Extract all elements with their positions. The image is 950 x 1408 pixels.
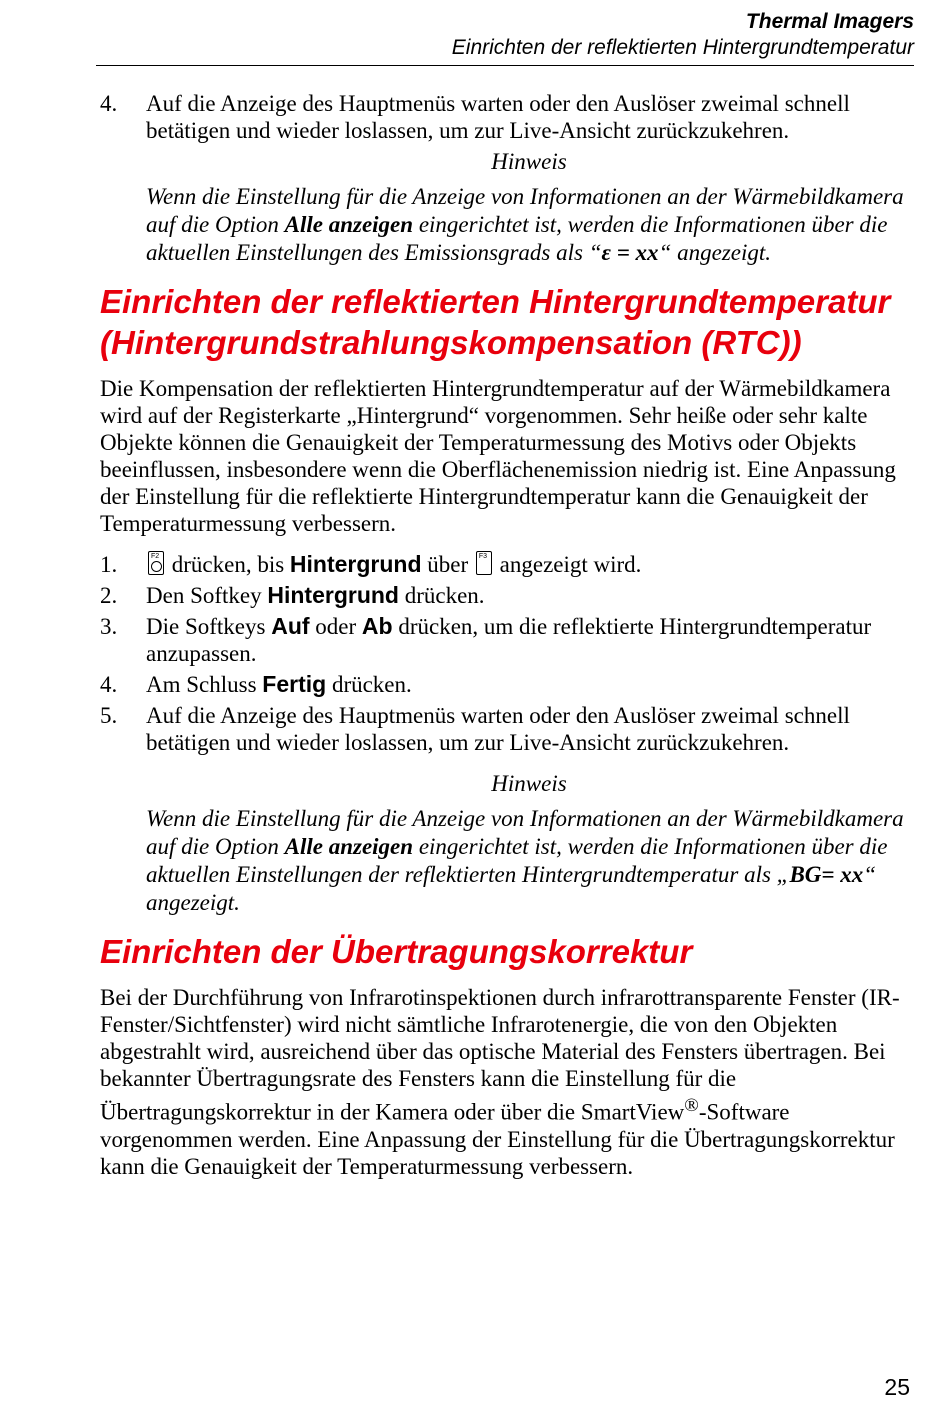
paragraph-text: Bei der Durchführung von Infrarotinspektionen durch infrarottransparente Fenster (IR-Fenster/Sichtfenster) wird nicht sämtliche Infrarotenergie, die von den Objekten abgestrahlt wird, ausreichend über das optische Material des Fensters übertragen. Bei bekannter Übertragungsrate des Fensters kann die Einstellung für die Übertragungskorrektur in der Kamera oder über die SmartView [100,985,900,1125]
note-text: “ angezeigt. [146,862,877,915]
step-number: 2. [100,583,118,608]
note-symbol: BG= xx [789,862,864,887]
note-symbol: ε = xx [601,240,659,265]
step-number: 3. [100,614,118,639]
page-content [100,90,912,1194]
step-text: über [421,552,474,577]
step-number: 1. [100,552,118,577]
step-item [100,702,912,756]
step-text: Auf die Anzeige des Hauptmenüs warten oder den Auslöser zweimal schnell betätigen und wieder loslassen, um zur Live-Ansicht zurückzukehren. [146,703,850,755]
note-body [146,805,912,917]
softkey-label: Fertig [262,671,327,697]
top-step-list [100,90,912,144]
note-text: Wenn die Einstellung für die Anzeige von Informationen an der Wärmebildkamera auf die Option [146,184,904,237]
step-text: drücken. [398,583,485,608]
note-option: Alle anzeigen [284,212,414,237]
softkey-label: Hintergrund [267,582,399,608]
section-heading-transmission: Einrichten der Übertragungskorrektur [100,933,693,970]
key-label: F3 [478,553,488,560]
step-text: Die Softkeys [146,614,272,639]
header-chapter-title: Einrichten der reflektierten Hintergrundtemperatur [451,36,914,59]
note-title: Hinweis [491,149,567,174]
section-heading-rtc: Einrichten der reflektierten Hintergrundtemperatur (Hintergrundstrahlungskompensation (RTC)) [100,283,891,361]
registered-mark: ® [684,1095,699,1116]
step-text: drücken, um die reflektierte Hintergrundtemperatur anzupassen. [146,614,872,666]
step-text: Auf die Anzeige des Hauptmenüs warten oder den Auslöser zweimal schnell betätigen und wieder loslassen, um zur Live-Ansicht zurückzukehren. [146,91,850,143]
step-text: Den Softkey [146,583,268,608]
step-item [100,551,912,578]
note-option: Alle anzeigen [284,834,414,859]
softkey-label: Auf [271,613,310,639]
step-item [100,582,912,609]
note-text: “ angezeigt. [658,240,772,265]
step-item [100,671,912,698]
step-number: 4. [100,91,118,116]
note-title: Hinweis [491,771,567,796]
step-item [100,90,912,144]
step-item [100,613,912,667]
step-text: drücken. [326,672,412,697]
section-paragraph [100,984,912,1180]
paragraph-text: -Software vorgenommen werden. Eine Anpassung der Einstellung für die Übertragungskorrektur kann die Genauigkeit der Temperaturmessung verbessern. [100,1099,895,1179]
note-text: eingerichtet ist, werden die Informationen über die aktuellen Einstellungen der reflektierten Hintergrundtemperatur als „ [146,834,888,887]
step-text: drücken, bis [166,552,290,577]
page-number: 25 [884,1374,910,1400]
key-label: F2 [151,553,160,560]
key-circle-icon [151,561,162,572]
step-text: Am Schluss [146,672,263,697]
softkey-label: Ab [361,613,393,639]
note-body [146,183,912,267]
step-text: angezeigt wird. [493,552,642,577]
softkey-label: Hintergrund [289,551,422,577]
step-text: oder [309,614,362,639]
header-series-title: Thermal Imagers [745,10,914,33]
step-number: 5. [100,703,118,728]
note-text: Wenn die Einstellung für die Anzeige von Informationen an der Wärmebildkamera auf die Option [146,806,904,859]
page-header [96,9,914,66]
note-text: eingerichtet ist, werden die Informationen über die aktuellen Einstellungen des Emissionsgrads als “ [146,212,888,265]
section-paragraph: Die Kompensation der reflektierten Hintergrundtemperatur auf der Wärmebildkamera wird auf der Registerkarte „Hintergrund“ vorgenommen. Sehr heiße oder sehr kalte Objekte können die Genauigkeit der Temperaturmessung des Motivs oder Objekts beeinflussen, insbesondere wenn die Oberflächenemission niedrig ist. Eine Anpassung der Einstellung für die reflektierte Hintergrundtemperatur kann die Genauigkeit der Temperaturmessung verbessern. [100,376,896,536]
rtc-step-list [100,551,912,756]
step-number: 4. [100,672,118,697]
f3-key-icon [476,551,492,575]
f2-key-icon [148,551,164,575]
